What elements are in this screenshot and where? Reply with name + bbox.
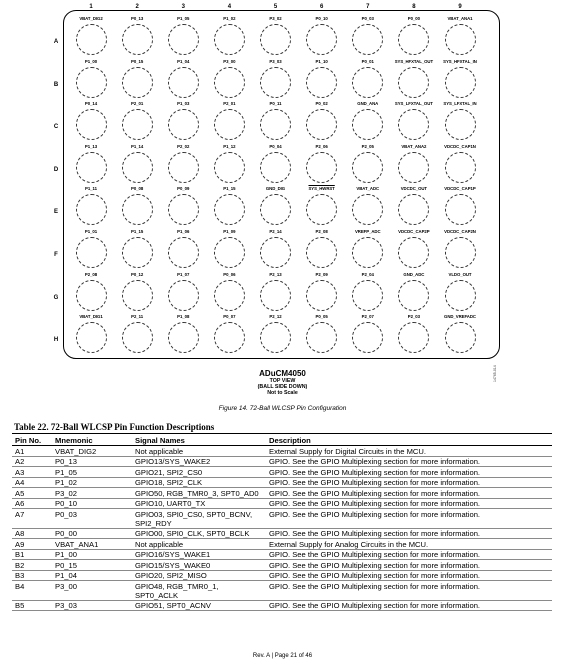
pin-label: P0_06 [223, 271, 236, 277]
pin-label: P2_02 [177, 143, 190, 149]
solder-ball [398, 152, 429, 183]
pin-label: GND_ADC [403, 271, 425, 277]
cell-signal-names: GPIO13/SYS_WAKE2 [132, 456, 266, 467]
cell-mnemonic: P1_00 [52, 549, 132, 560]
solder-ball [260, 67, 291, 98]
pin-label: P0_05 [315, 314, 328, 320]
solder-ball [445, 109, 476, 140]
pin-label: VREFP_ADC [354, 229, 381, 234]
column-number: 7 [366, 4, 370, 10]
solder-ball [214, 322, 245, 353]
table-row [12, 539, 552, 550]
solder-ball [122, 237, 153, 268]
solder-ball [445, 152, 476, 183]
pin-label: P2_03 [407, 314, 420, 320]
pin-label: P2_01 [223, 101, 236, 107]
cell-mnemonic: P0_10 [52, 498, 132, 509]
pin-label: P2_08 [315, 229, 328, 234]
pin-label: SYS_HWRST [308, 186, 335, 192]
pin-label: P0_07 [223, 314, 236, 320]
column-number: 4 [227, 4, 232, 10]
pin-label: P1_15 [223, 186, 236, 192]
solder-ball [168, 194, 199, 225]
pin-label: P2_06 [315, 143, 328, 149]
pin-label: P2_13 [269, 271, 282, 277]
solder-ball [168, 24, 199, 55]
pin-label: P0_08 [131, 186, 144, 192]
row-letter: E [53, 209, 58, 216]
pin-label: VDCDC_CAP1P [444, 186, 476, 192]
pin-label: P1_11 [85, 186, 97, 192]
cell-desc: GPIO. See the GPIO Multiplexing section for more information. [266, 456, 552, 467]
pin-label: P2_12 [269, 314, 282, 320]
column-number: 9 [458, 4, 462, 10]
solder-ball [352, 280, 383, 311]
cell-signal-names: GPIO16/SYS_WAKE1 [132, 549, 266, 560]
pin-label: P1_13 [84, 143, 98, 149]
solder-ball [445, 237, 476, 268]
table-row [12, 560, 552, 571]
cell-signal-names: GPIO21, SPI2_CS0 [132, 467, 266, 478]
cell-desc: External Supply for Analog Circuits in the MCU. [266, 539, 552, 550]
cell-pin-no: A7 [12, 509, 52, 529]
figure-caption: Figure 14. 72-Ball WLCSP Pin Configuration [218, 405, 347, 412]
cell-pin-no: A4 [12, 477, 52, 488]
pin-label: SYS_HFXTAL_OUT [394, 58, 434, 64]
row-letter: G [53, 294, 59, 301]
solder-ball [76, 194, 107, 225]
solder-ball [352, 152, 383, 183]
solder-ball [168, 322, 199, 353]
view-line-1: TOP VIEW [269, 378, 296, 384]
pin-label: P0_14 [84, 101, 98, 107]
cell-desc: External Supply for Digital Circuits in the MCU. [266, 446, 552, 457]
cell-mnemonic: P3_03 [52, 600, 132, 611]
pin-label: P2_14 [269, 229, 282, 234]
cell-pin-no: B1 [12, 549, 52, 560]
solder-ball [168, 152, 199, 183]
solder-ball [306, 67, 337, 98]
column-number: 3 [181, 4, 185, 10]
header-signal-names: Signal Names [132, 434, 266, 446]
table-row [12, 446, 552, 457]
pin-label: P0_04 [269, 143, 282, 149]
pin-label: GND_ANA [357, 101, 379, 107]
cell-desc: GPIO. See the GPIO Multiplexing section for more information. [266, 560, 552, 571]
row-letter: D [53, 166, 59, 173]
solder-ball [214, 67, 245, 98]
solder-ball [122, 322, 153, 353]
pin-label: VBAT_ANA1 [447, 16, 473, 21]
solder-ball [168, 67, 199, 98]
pin-label: P3_02 [269, 16, 282, 21]
row-letter: H [53, 337, 59, 344]
solder-ball [214, 280, 245, 311]
cell-pin-no: A5 [12, 488, 52, 499]
cell-mnemonic: P0_00 [52, 528, 132, 539]
pin-label: P2_09 [315, 271, 328, 277]
cell-desc: GPIO. See the GPIO Multiplexing section for more information. [266, 600, 552, 611]
table-row [12, 528, 552, 539]
cell-pin-no: B4 [12, 581, 52, 601]
pin-label: P0_01 [361, 58, 374, 64]
cell-desc: GPIO. See the GPIO Multiplexing section for more information. [266, 549, 552, 560]
cell-signal-names: GPIO48, RGB_TMR0_1, SPT0_ACLK [132, 581, 266, 601]
solder-ball [122, 109, 153, 140]
solder-ball [260, 322, 291, 353]
solder-ball [122, 152, 153, 183]
solder-ball [122, 67, 153, 98]
row-letter: A [53, 39, 59, 45]
pin-label: P2_01 [131, 101, 144, 107]
header-description: Description [266, 434, 552, 446]
cell-signal-names: Not applicable [132, 539, 266, 550]
cell-mnemonic: P1_02 [52, 477, 132, 488]
view-line-3: Not to Scale [267, 390, 298, 396]
row-letter: F [54, 252, 58, 258]
solder-ball [306, 24, 337, 55]
cell-signal-names: GPIO10, UART0_TX [132, 498, 266, 509]
pin-label: P1_02 [223, 16, 236, 21]
solder-ball [76, 152, 107, 183]
cell-pin-no: A1 [12, 446, 52, 457]
pin-label: P0_15 [131, 58, 144, 64]
table-row [12, 570, 552, 581]
solder-ball [76, 280, 107, 311]
column-number: 6 [319, 4, 324, 10]
solder-ball [260, 280, 291, 311]
pin-label: P1_09 [223, 229, 236, 234]
pin-label: VBAT_ADC [356, 186, 380, 192]
table-body [12, 446, 552, 611]
row-letter: C [53, 124, 59, 131]
cell-pin-no: B3 [12, 570, 52, 581]
pin-label: GND_DIG [265, 186, 286, 192]
cell-pin-no: A2 [12, 456, 52, 467]
pin-label: P2_04 [361, 271, 374, 277]
solder-ball [168, 237, 199, 268]
table-row [12, 498, 552, 509]
solder-ball [260, 152, 291, 183]
pin-function-table [12, 433, 552, 611]
pin-label: P2_05 [361, 143, 374, 149]
diagram-id: 14765-014 [493, 365, 497, 382]
package-name: ADuCM4050 [259, 369, 306, 378]
solder-ball [306, 280, 337, 311]
pin-label: P0_11 [269, 101, 282, 107]
table-row [12, 600, 552, 611]
row-letter: B [53, 81, 59, 88]
pin-label: P1_14 [131, 143, 144, 149]
cell-mnemonic: P1_05 [52, 467, 132, 478]
cell-mnemonic: P0_03 [52, 509, 132, 529]
cell-desc: GPIO. See the GPIO Multiplexing section for more information. [266, 477, 552, 488]
cell-mnemonic: P1_04 [52, 570, 132, 581]
cell-desc: GPIO. See the GPIO Multiplexing section for more information. [266, 498, 552, 509]
solder-ball [445, 280, 476, 311]
solder-ball [122, 24, 153, 55]
pin-label: GND_VREFADC [444, 314, 476, 320]
pin-label: P3_03 [269, 58, 282, 64]
view-line-2: (BALL SIDE DOWN) [257, 384, 308, 390]
table-row [12, 549, 552, 560]
pin-label: P0_00 [407, 16, 420, 21]
cell-pin-no: A9 [12, 539, 52, 550]
solder-ball [260, 237, 291, 268]
pin-label: VBAT_DIG2 [79, 16, 103, 21]
cell-signal-names: Not applicable [132, 446, 266, 457]
solder-ball [398, 280, 429, 311]
pin-label: P3_00 [223, 58, 236, 64]
column-number: 5 [273, 4, 278, 10]
cell-mnemonic: P3_00 [52, 581, 132, 601]
pin-label: P1_15 [131, 229, 144, 234]
cell-mnemonic: VBAT_DIG2 [52, 446, 132, 457]
cell-signal-names: GPIO15/SYS_WAKE0 [132, 560, 266, 571]
cell-desc: GPIO. See the GPIO Multiplexing section for more information. [266, 570, 552, 581]
header-pin-no: Pin No. [12, 434, 52, 446]
solder-ball [445, 194, 476, 225]
solder-ball [76, 67, 107, 98]
cell-signal-names: GPIO51, SPT0_ACNV [132, 600, 266, 611]
table-row [12, 581, 552, 601]
solder-ball [168, 109, 199, 140]
pin-label: P1_05 [177, 16, 190, 21]
table-header-row [12, 434, 552, 446]
solder-ball [214, 152, 245, 183]
pin-label: P2_11 [131, 314, 144, 320]
pin-label: P1_10 [315, 58, 328, 64]
pin-label: P2_08 [84, 271, 98, 277]
cell-signal-names: GPIO50, RGB_TMR0_3, SPT0_AD0 [132, 488, 266, 499]
table-row [12, 477, 552, 488]
solder-ball [122, 194, 153, 225]
pin-label: P0_03 [361, 16, 374, 21]
column-number: 2 [135, 4, 139, 10]
pin-label: P0_10 [315, 16, 328, 21]
pin-label: P1_06 [177, 229, 190, 234]
page-footer: Rev. A | Page 21 of 46 [252, 653, 313, 659]
pin-label: P0_13 [131, 16, 144, 21]
solder-ball [76, 237, 107, 268]
pin-label: P1_00 [84, 58, 98, 64]
column-number: 8 [412, 4, 416, 10]
solder-ball [445, 322, 476, 353]
solder-ball [306, 152, 337, 183]
pin-label: VBAT_DIG1 [79, 314, 103, 320]
pin-label: SYS_LFXTAL_IN [443, 101, 477, 107]
pin-label: VDCDC_OUT [400, 186, 428, 192]
cell-desc: GPIO. See the GPIO Multiplexing section for more information. [266, 528, 552, 539]
solder-ball [306, 237, 337, 268]
table-row [12, 467, 552, 478]
cell-signal-names: GPIO20, SPI2_MISO [132, 570, 266, 581]
pin-label: P0_02 [315, 101, 328, 107]
solder-ball [260, 109, 291, 140]
cell-desc: GPIO. See the GPIO Multiplexing section for more information. [266, 488, 552, 499]
pin-label: VDCDC_CAP1N [444, 143, 476, 149]
cell-pin-no: A3 [12, 467, 52, 478]
solder-ball [76, 322, 107, 353]
cell-mnemonic: P3_02 [52, 488, 132, 499]
cell-pin-no: B2 [12, 560, 52, 571]
pin-label: P1_04 [177, 58, 190, 64]
solder-ball [445, 67, 476, 98]
table-row [12, 488, 552, 499]
cell-signal-names: GPIO00, SPI0_CLK, SPT0_BCLK [132, 528, 266, 539]
cell-mnemonic: VBAT_ANA1 [52, 539, 132, 550]
cell-desc: GPIO. See the GPIO Multiplexing section for more information. [266, 509, 552, 529]
cell-pin-no: A6 [12, 498, 52, 509]
pin-label: P1_08 [177, 314, 190, 320]
table-title: Table 22. 72-Ball WLCSP Pin Function Descriptions [14, 422, 215, 432]
solder-ball [398, 67, 429, 98]
pin-label: P1_03 [177, 101, 190, 107]
solder-ball [122, 280, 153, 311]
pin-label: SYS_HFXTAL_IN [443, 58, 477, 64]
cell-pin-no: B5 [12, 600, 52, 611]
solder-ball [168, 280, 199, 311]
package-text [215, 369, 350, 396]
solder-ball [214, 109, 245, 140]
pin-label: P2_07 [361, 314, 374, 320]
cell-mnemonic: P0_13 [52, 456, 132, 467]
pin-label: P1_07 [177, 271, 190, 277]
pin-label: VDCDC_CAP2N [444, 229, 476, 234]
cell-pin-no: A8 [12, 528, 52, 539]
solder-ball [214, 24, 245, 55]
pin-label: P1_12 [223, 143, 236, 149]
solder-ball [445, 24, 476, 55]
pin-label: SYS_LFXTAL_OUT [394, 101, 433, 107]
solder-ball [76, 24, 107, 55]
cell-signal-names: GPIO18, SPI2_CLK [132, 477, 266, 488]
cell-desc: GPIO. See the GPIO Multiplexing section for more information. [266, 581, 552, 601]
table-row [12, 456, 552, 467]
solder-ball [76, 109, 107, 140]
cell-signal-names: GPIO03, SPI0_CS0, SPT0_BCNV, SPI2_RDY [132, 509, 266, 529]
pin-label: VBAT_ANA2 [401, 143, 427, 149]
solder-ball [214, 237, 245, 268]
pin-label: VLDO_OUT [448, 271, 472, 277]
pin-label: P0_09 [177, 186, 190, 192]
header-mnemonic: Mnemonic [52, 434, 132, 446]
solder-ball [352, 67, 383, 98]
pin-label: P1_01 [84, 229, 98, 234]
table-row [12, 509, 552, 529]
pin-label: VDCDC_CAP2P [398, 229, 430, 234]
cell-desc: GPIO. See the GPIO Multiplexing section for more information. [266, 467, 552, 478]
pin-label: P0_12 [131, 271, 144, 277]
cell-mnemonic: P0_15 [52, 560, 132, 571]
column-number: 1 [89, 4, 93, 10]
solder-ball [260, 24, 291, 55]
